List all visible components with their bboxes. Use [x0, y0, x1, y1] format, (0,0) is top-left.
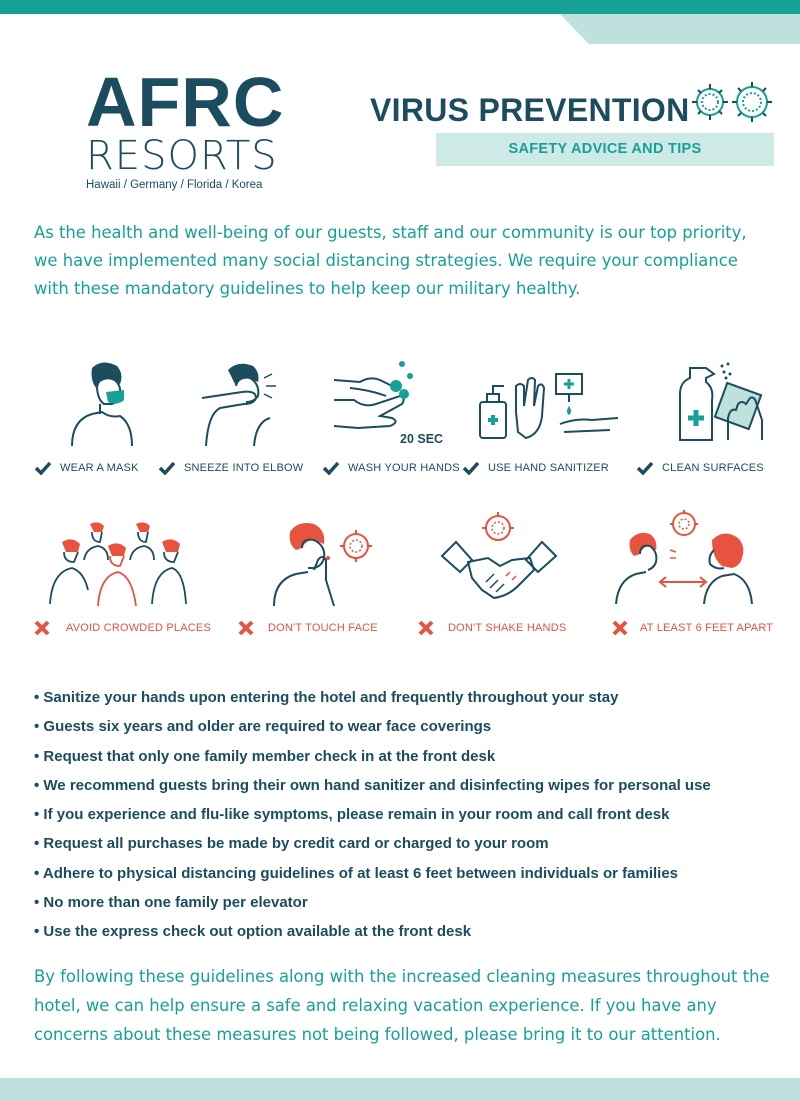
page-title: VIRUS PREVENTION [370, 92, 690, 128]
list-item: • Request all purchases be made by credit card or charged to your room [34, 835, 549, 853]
tip-label: AT LEAST 6 FEET APART [640, 622, 774, 634]
checkmark-icon [636, 461, 654, 475]
tip-label: USE HAND SANITIZER [488, 462, 609, 474]
intro-paragraph: As the health and well-being of our guests, staff and our community is our top priority, we have implemented many social distancing strategies. We require your compliance with these mandatory guidelines to help keep our military healthy. [34, 223, 747, 298]
tip-wear-mask [34, 461, 139, 475]
closing-paragraph: By following these guidelines along with the increased cleaning measures throughout the hotel, we can help ensure a safe and relaxing vacation experience. If you have any concerns about these measures not being followed, please bring it to our attention. [34, 967, 770, 1044]
list-item: • Sanitize your hands upon entering the hotel and frequently throughout your stay [34, 689, 619, 706]
tip-label: AVOID CROWDED PLACES [66, 622, 211, 634]
mask-icon [62, 358, 138, 448]
list-item: • We recommend guests bring their own hand sanitizer and disinfecting wipes for personal use [34, 776, 711, 794]
crowd-icon [44, 520, 190, 606]
tip-label: DON'T TOUCH FACE [268, 622, 378, 634]
cross-icon [34, 620, 50, 636]
tip-avoid-crowds [34, 620, 211, 636]
logo-sub: RESORTS [86, 133, 278, 179]
list-item: • Use the express check out option available at the front desk [34, 923, 472, 941]
tip-hand-sanitizer [462, 461, 609, 475]
sneeze-icon [198, 358, 284, 448]
top-banner-bar [0, 0, 800, 14]
tip-dont-touch-face [238, 620, 378, 636]
tip-label: WEAR A MASK [60, 462, 139, 474]
checkmark-icon [34, 461, 52, 475]
touch-face-icon [268, 518, 380, 608]
list-item: • If you experience and flu-like symptoms, please remain in your room and call front desk [34, 806, 670, 824]
tip-six-feet-apart [612, 620, 773, 636]
checkmark-icon [462, 461, 480, 475]
cross-icon [418, 620, 434, 636]
checkmark-icon [322, 461, 340, 475]
top-banner-tab [560, 14, 800, 44]
distance-icon [612, 510, 754, 606]
tip-label: CLEAN SURFACES [662, 462, 764, 474]
wash-duration-caption: 20 SEC [400, 432, 444, 446]
cross-icon [612, 620, 628, 636]
checkmark-icon [158, 461, 176, 475]
afrc-logo [86, 63, 286, 191]
list-item: • Request that only one family member check in at the front desk [34, 747, 496, 765]
virus-icon [690, 80, 776, 124]
tip-label: SNEEZE INTO ELBOW [184, 462, 304, 474]
tip-label: WASH YOUR HANDS [348, 462, 460, 474]
guidelines-list [34, 683, 784, 947]
sanitizer-icon [470, 372, 622, 444]
tip-sneeze-elbow [158, 461, 303, 475]
page-subtitle: SAFETY ADVICE AND TIPS [508, 141, 702, 157]
list-item: • Guests six years and older are required to wear face coverings [34, 718, 492, 736]
list-item: • Adhere to physical distancing guidelines of at least 6 feet between individuals or families [34, 864, 679, 882]
subtitle-banner [436, 133, 774, 166]
logo-brand: AFRC [86, 63, 285, 141]
spray-icon [670, 360, 766, 444]
cross-icon [238, 620, 254, 636]
tip-clean-surfaces [636, 461, 764, 475]
tip-dont-shake-hands [418, 620, 566, 636]
list-item: • No more than one family per elevator [34, 894, 308, 912]
tip-wash-hands [322, 461, 460, 475]
tip-label: DON'T SHAKE HANDS [448, 622, 567, 634]
logo-locations: Hawaii / Germany / Florida / Korea [86, 179, 263, 191]
handshake-icon [438, 510, 560, 606]
bottom-banner-bar [0, 1078, 800, 1100]
